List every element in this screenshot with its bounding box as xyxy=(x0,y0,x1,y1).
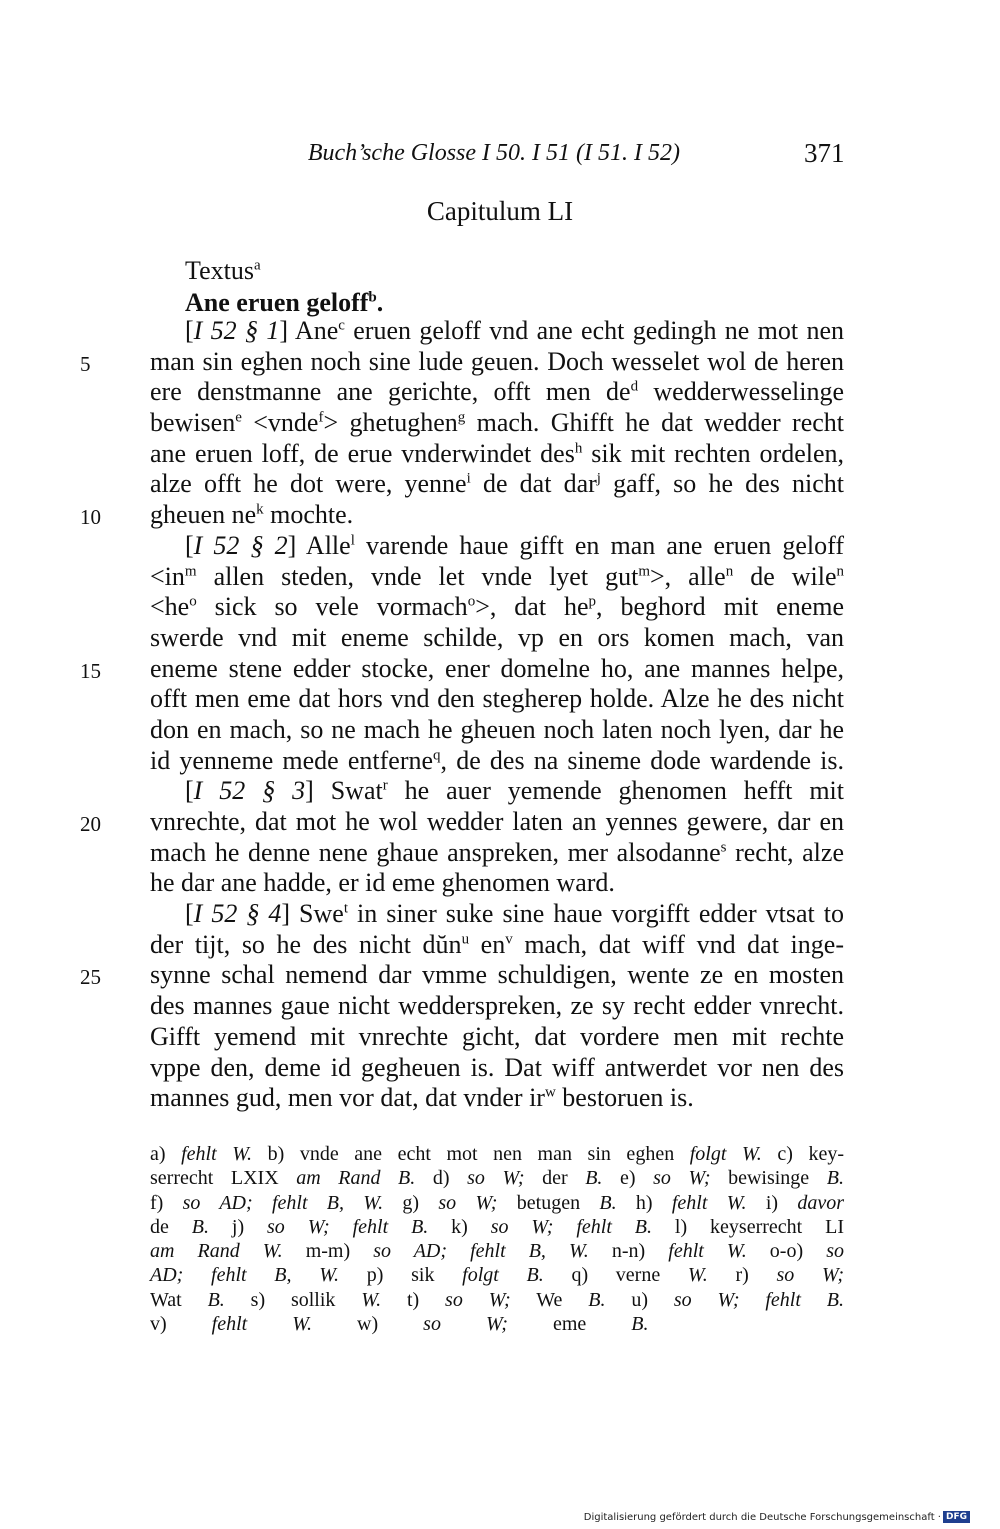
text-line: ane eruen loff, de erue vnderwindet des$^h$ sik mit rechten ordelen, xyxy=(150,438,844,468)
text-line: 5 man sin eghen noch sine lude geuen. Doch wesselet wol de heren xyxy=(150,347,844,378)
text-line: don en mach, so ne mach he gheuen noch laten noch lyen, dar he xyxy=(150,714,844,744)
text-line: der tijt, so he des nicht dŭn$^u$ $en^v$ mach, dat wiff vnd dat inge- xyxy=(150,929,844,959)
footnote-line: v) fehlt W. w) so W; eme B. xyxy=(150,1313,649,1336)
text-line: 10 gheuen $ne^k$ mochte. xyxy=(150,500,844,531)
text-line: 20 vnrechte, dat mot he wol wedder laten an yennes gewere, dar en xyxy=(150,807,844,838)
text-line: bewisen$^e$ <vnde$^f$> ghetughen$^g$ mach. Ghifft he dat wedder recht xyxy=(150,408,845,438)
text-line: [I 52 § 3] Swat$^r$ he auer yemende ghenomen hefft mit xyxy=(185,776,844,806)
text-line: ere denstmanne ane gerichte, offt men $de^d$ wedderwesselinge xyxy=(150,377,844,407)
dfg-logo: DFG xyxy=(943,1511,970,1523)
text-line: 15 eneme stene edder stocke, ener domelne ho, ane mannes helpe, xyxy=(150,654,844,685)
footnote-line: am Rand W. m-m) so AD; fehlt B, W. n-n) fehlt W. o-o) so xyxy=(150,1240,844,1263)
text-line: 25 synne schal nemend dar vmme schuldigen, wente ze en mosten xyxy=(150,960,844,991)
text-line: $<in^m$ allen steden, vnde let vnde lyet gut$^m$>, alle$^n$ de wile$^n$ xyxy=(150,561,844,591)
line-number: 15 xyxy=(80,658,101,683)
page-number: 371 xyxy=(804,138,845,168)
footnote-line: Wat B. s) sollik W. t) so W; We B. u) so W; fehlt B. xyxy=(150,1288,844,1311)
line-number: 5 xyxy=(80,351,91,376)
line-number: 20 xyxy=(80,812,101,836)
text-line: $<he^o$ sick so vele vormach$^o$>, dat $he^p$, beghord mit eneme xyxy=(150,592,845,622)
footer-credit: Digitalisierung gefördert durch die Deutsche Forschungsgemeinschaft · DFG xyxy=(584,1511,970,1523)
running-title: Buch’sche Glosse I 50. I 51 (I 51. I 52) xyxy=(307,140,680,166)
footnotes xyxy=(150,1142,844,1336)
text-line: des mannes gaue nicht wedderspreken, ze sy recht edder vnrecht. xyxy=(150,991,844,1021)
text-line: mach he denne nene ghaue anspreken, mer alsodanne$^s$ recht, alze xyxy=(150,837,844,867)
text-line: he dar ane hadde, er id eme ghenomen ward. xyxy=(150,868,615,898)
text-line: Gifft yemend mit vnrechte gicht, dat vordere men mit rechte xyxy=(150,1021,844,1051)
text-line: [I 52 § 2] Alle$^l$ varende haue gifft en man ane eruen geloff xyxy=(185,530,844,560)
text-line: alze offt he dot were, yenne$^i$ de dat dar$^j$ gaff, so he des nicht xyxy=(150,469,844,499)
text-line: offt men eme dat hors vnd den stegherep holde. Alze he des nicht xyxy=(150,684,844,714)
text-line: [I 52 § 4] Swe$^t$ in siner suke sine haue vorgifft edder vtsat to xyxy=(185,899,844,929)
footnote-line: a) fehlt W. b) vnde ane echt mot nen man sin eghen folgt W. c) key- xyxy=(150,1143,845,1165)
line-number: 10 xyxy=(80,505,101,530)
text-line: id yenneme mede entferne$^q$, de des na sineme dode wardende is. xyxy=(150,745,844,775)
footnote-line: de B. j) so W; fehlt B. k) so W; fehlt B. l) keyserrecht LI xyxy=(150,1215,844,1238)
text-line: swerde vnd mit eneme schilde, vp en ors komen mach, van xyxy=(150,622,844,652)
footnote-line: f) so AD; fehlt B, W. g) so W; betugen B. h) fehlt W. i) davor xyxy=(150,1191,845,1214)
chapter-title: Capitulum LI xyxy=(426,196,574,226)
main-text xyxy=(80,316,845,1114)
line-number: 25 xyxy=(80,965,101,990)
text-line: [I 52 § 1] Ane$^c$ eruen geloff vnd ane echt gedingh ne mot nen xyxy=(185,316,844,345)
section-heading: Ane eruen geloff$^b$. xyxy=(185,288,384,317)
textus-label: Textus$^a$ xyxy=(185,256,261,285)
text-line: vppe den, deme id gegheuen is. Dat wiff antwerdet vor nen des xyxy=(150,1052,844,1082)
footnote-line: AD; fehlt B, W. p) sik folgt B. q) verne W. r) so W; xyxy=(150,1264,844,1287)
text-line: mannes gud, men vor dat, dat vnder $ir^w$ bestoruen is. xyxy=(150,1083,694,1113)
footnote-line: serrecht LXIX am Rand B. d) so W; der B. e) so W; bewisinge B. xyxy=(150,1167,844,1190)
